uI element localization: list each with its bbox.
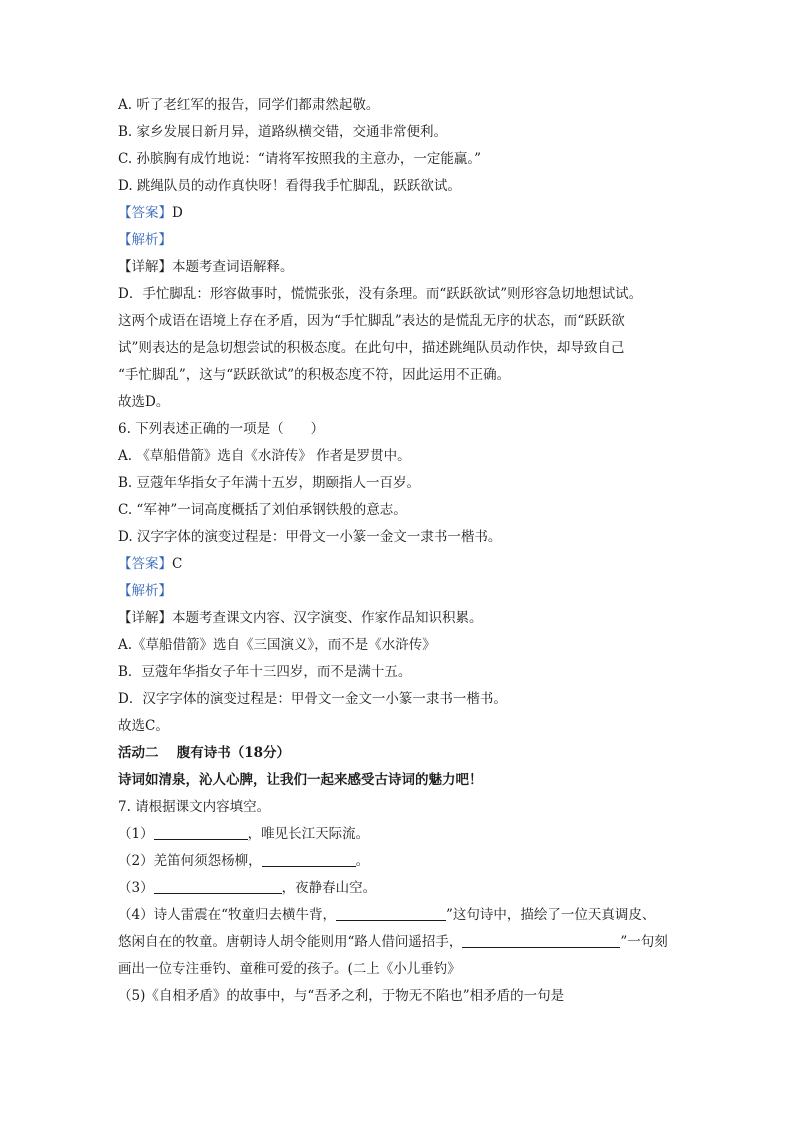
item-text: ”一句刻 [620,934,668,950]
q6-detail: 【详解】本题考查课文内容、汉字演变、作家作品知识积累。 [118,610,483,626]
fill-blank[interactable] [262,851,356,867]
item-text: ，唯见长江天际流。 [247,826,370,842]
q7-item-4-line-3: 画出一位专注垂钓、童稚可爱的孩子。(二上《小儿垂钓》 [118,961,461,977]
fill-blank[interactable] [154,878,282,894]
answer-value: C [172,556,183,572]
document-page [118,92,698,1010]
q7-item-4-line-2 [118,929,698,956]
activity-title: 活动二 腹有诗书（18分） [118,745,290,761]
q6-option-d: D. 汉字字体的演变过程是：甲骨文一小篆一金文一隶书一楷书。 [118,529,502,545]
q5-explain-line-4: “手忙脚乱”，这与“跃跃欲试”的积极态度不符，因此运用不正确。 [118,367,511,383]
fill-blank[interactable] [336,905,446,921]
q6-conclusion: 故选C。 [118,718,169,734]
item-text: ”这句诗中，描绘了一位天真调皮、 [446,907,656,923]
q7-stem: 7. 请根据课文内容填空。 [118,799,271,815]
item-number: （3） [118,880,154,896]
q5-option-d: D. 跳绳队员的动作真快呀！看得我手忙脚乱，跃跃欲试。 [118,178,461,194]
item-text: 。 [355,853,370,869]
q6-option-c: C. “军神”一词高度概括了刘伯承钢铁般的意志。 [118,502,407,518]
q7-item-2 [118,848,698,875]
q5-option-c: C. 孙膑胸有成竹地说：“请将军按照我的主意办，一定能赢。” [118,151,481,167]
item-text: （4）诗人雷震在“牧童归去横牛背， [118,907,336,923]
answer-tag: 【答案】 [118,205,172,221]
q6-answer [118,551,698,578]
q5-option-a: A. 听了老红军的报告，同学们都肃然起敬。 [118,97,380,113]
item-number: （1） [118,826,154,842]
q5-answer [118,200,698,227]
q5-explain-line-3: 试”则表达的是急切想尝试的积极态度。在此句中，描述跳绳队员动作快，却导致自己 [118,340,625,356]
q5-analysis-tag: 【解析】 [118,232,172,248]
item-text: （2）羌笛何须怨杨柳， [118,853,262,869]
item-text: 悠闲自在的牧童。唐朝诗人胡令能则用“路人借问遥招手， [118,934,463,950]
q6-option-a: A. 《草船借箭》选自《水浒传》 作者是罗贯中。 [118,448,411,464]
q6-option-b: B. 豆蔻年华指女子年满十五岁，期颐指人一百岁。 [118,475,421,491]
q5-explain-line-1: D．手忙脚乱：形容做事时，慌慌张张，没有条理。而“跃跃欲试”则形容急切地想试试。 [118,286,643,302]
answer-value: D [172,205,183,221]
q6-explain-b: B．豆蔻年华指女子年十三四岁，而不是满十五。 [118,664,412,680]
q7-item-1 [118,821,698,848]
answer-tag: 【答案】 [118,556,172,572]
item-text: ，夜静春山空。 [281,880,377,896]
q6-explain-d: D．汉字字体的演变过程是：甲骨文一金文一小篆一隶书一楷书。 [118,691,507,707]
fill-blank[interactable] [154,824,248,840]
q5-conclusion: 故选D。 [118,394,170,410]
q5-option-b: B. 家乡发展日新月异，道路纵横交错，交通非常便利。 [118,124,448,140]
q7-item-3 [118,875,698,902]
q5-detail: 【详解】本题考查词语解释。 [118,259,294,275]
fill-blank[interactable] [462,932,620,948]
q5-explain-line-2: 这两个成语在语境上存在矛盾，因为“手忙脚乱”表达的是慌乱无序的状态，而“跃跃欲 [118,313,625,329]
q6-analysis-tag: 【解析】 [118,583,172,599]
activity-intro: 诗词如清泉，沁人心脾，让我们一起来感受古诗词的魅力吧！ [118,772,483,788]
q7-item-4-line-1 [118,902,698,929]
q6-stem: 6. 下列表述正确的一项是（ ） [118,421,325,437]
q7-item-5: （5)《自相矛盾》的故事中，与“吾矛之利，于物无不陷也”相矛盾的一句是 [118,988,565,1004]
q6-explain-a: A.《草船借箭》选自《三国演义》，而不是《水浒传》 [118,637,436,653]
